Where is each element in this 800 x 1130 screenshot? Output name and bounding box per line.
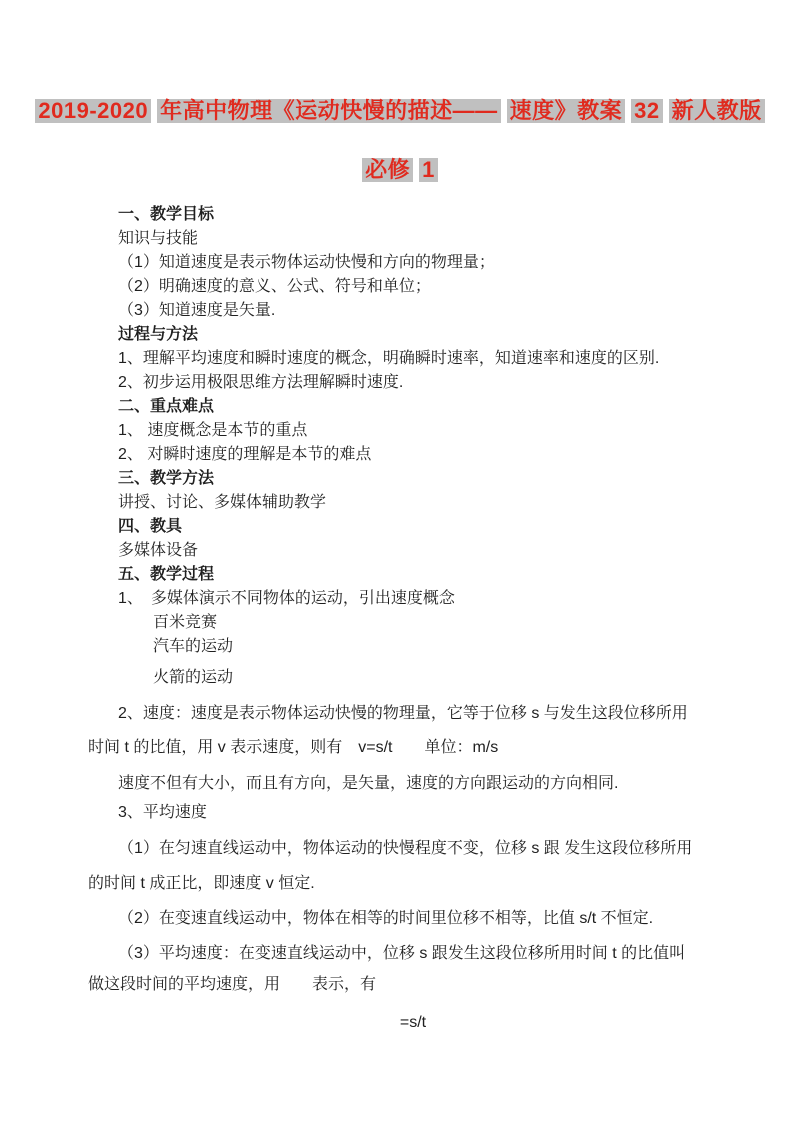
heading-line: 三、教学方法 — [118, 470, 215, 487]
text-line: 的时间 t 成正比，即速度 v 恒定. — [88, 875, 315, 892]
text-line: =s/t — [399, 1014, 427, 1031]
text-line: （2）明确速度的意义、公式、符号和单位； — [118, 278, 431, 295]
heading-line: 一、教学目标 — [118, 206, 215, 223]
text-line: 1、 多媒体演示不同物体的运动，引出速度概念 — [118, 590, 455, 607]
text-line: 做这段时间的平均速度，用 表示，有 — [88, 976, 377, 993]
text-line: （2）在变速直线运动中，物体在相等的时间里位移不相等，比值 s/t 不恒定. — [118, 910, 654, 927]
text-line: 1、 速度概念是本节的重点 — [118, 422, 308, 439]
title-segment: 1 — [419, 158, 438, 182]
text-line: 速度不但有大小，而且有方向，是矢量，速度的方向跟运动的方向相同. — [118, 775, 619, 792]
title-segment: 速度》教案 — [507, 99, 626, 123]
title-segment: 年高中物理《运动快慢的描述—— — [157, 99, 501, 123]
text-line: （3）知道速度是矢量. — [118, 302, 276, 319]
text-line: （3）平均速度：在变速直线运动中，位移 s 跟发生这段位移所用时间 t 的比值叫 — [118, 945, 686, 962]
text-line: 知识与技能 — [118, 230, 199, 247]
title-segment: 32 — [631, 99, 662, 123]
title-line-1 — [0, 99, 800, 130]
text-line: 多媒体设备 — [118, 542, 199, 559]
text-line: 1、理解平均速度和瞬时速度的概念，明确瞬时速率，知道速率和速度的区别. — [118, 350, 660, 367]
text-line: 时间 t 的比值，用 v 表示速度，则有 v=s/t 单位：m/s — [88, 739, 499, 756]
title-line-2 — [0, 158, 800, 189]
text-line: 百米竞赛 — [153, 614, 218, 631]
text-line: 2、初步运用极限思维方法理解瞬时速度. — [118, 374, 404, 391]
text-line: 2、 对瞬时速度的理解是本节的难点 — [118, 446, 372, 463]
text-line: 汽车的运动 — [153, 638, 234, 655]
document-title — [0, 0, 800, 189]
text-line: 2、速度：速度是表示物体运动快慢的物理量，它等于位移 s 与发生这段位移所用 — [118, 705, 688, 722]
title-segment: 2019-2020 — [35, 99, 151, 123]
heading-line: 四、教具 — [118, 518, 183, 535]
text-line: （1）在匀速直线运动中，物体运动的快慢程度不变，位移 s 跟 发生这段位移所用 — [118, 840, 693, 857]
heading-line: 五、教学过程 — [118, 566, 215, 583]
text-line: （1）知道速度是表示物体运动快慢和方向的物理量； — [118, 254, 495, 271]
document-body — [88, 207, 738, 1031]
text-line: 火箭的运动 — [153, 669, 234, 686]
heading-line: 过程与方法 — [118, 326, 199, 343]
title-segment: 必修 — [362, 158, 413, 182]
text-line: 3、平均速度 — [118, 804, 207, 821]
text-line: 讲授、讨论、多媒体辅助教学 — [118, 494, 327, 511]
title-segment: 新人教版 — [669, 99, 765, 123]
heading-line: 二、重点难点 — [118, 398, 215, 415]
